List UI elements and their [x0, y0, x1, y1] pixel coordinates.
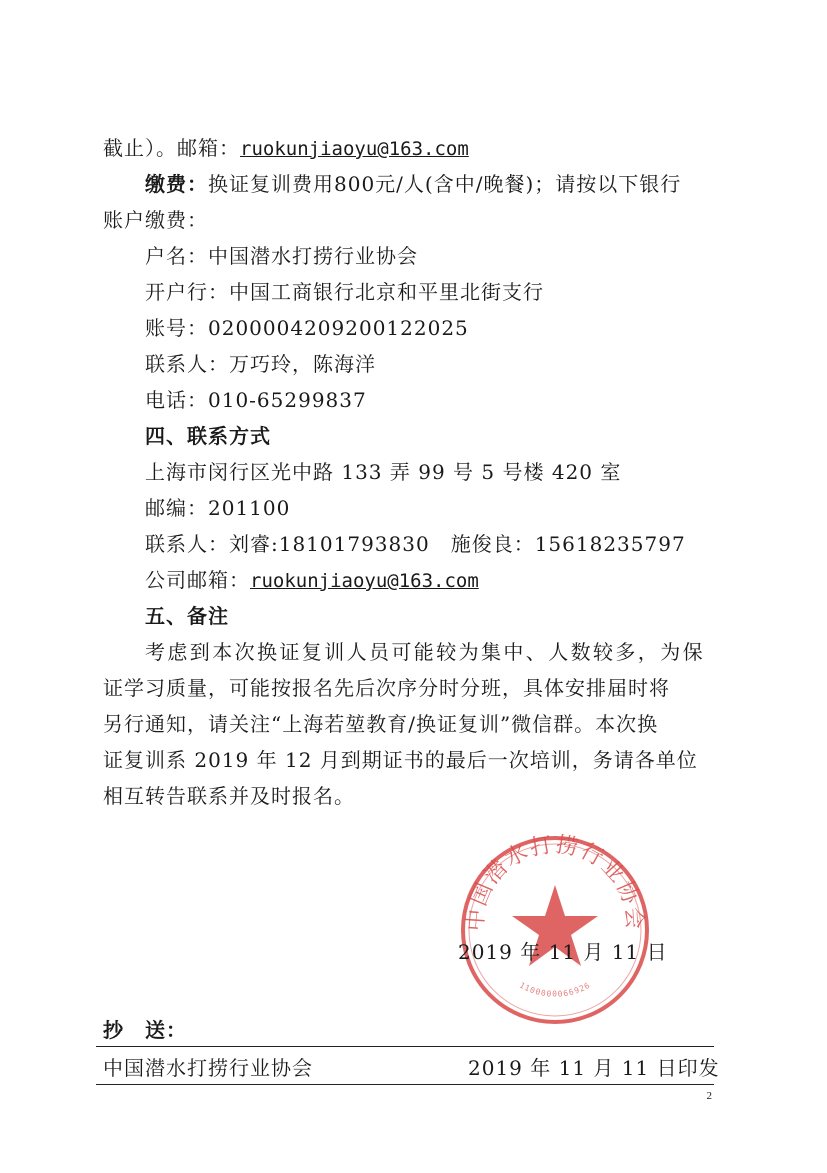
section5-heading: 五、备注 [145, 604, 229, 628]
bank-name: 开户行：中国工商银行北京和平里北街支行 [145, 280, 544, 304]
company-email-line [145, 568, 479, 593]
payment-phone: 电话：010-65299837 [145, 388, 367, 412]
page-number: 2 [706, 1090, 712, 1102]
remark-line-2: 证学习质量，可能按报名先后次序分时分班，具体安排届时将 [103, 676, 670, 700]
official-seal [455, 830, 655, 1030]
account-name: 户名：中国潜水打捞行业协会 [145, 244, 418, 268]
top-line [103, 136, 469, 161]
company-email-link[interactable]: ruokunjiaoyu@163.com [250, 570, 479, 592]
address: 上海市闵行区光中路 133 弄 99 号 5 号楼 420 室 [145, 460, 622, 484]
remark-line-5: 相互转告联系并及时报名。 [103, 784, 355, 808]
payment-contact: 联系人：万巧玲，陈海洋 [145, 352, 376, 376]
payment-text-cont: 账户缴费： [103, 208, 208, 232]
company-email-label: 公司邮箱： [145, 568, 250, 592]
seal-serial: 1100000066926 [517, 980, 593, 999]
top-email-link[interactable]: ruokunjiaoyu@163.com [240, 138, 469, 160]
payment-text: 换证复训费用800元/人(含中/晚餐)；请按以下银行 [208, 172, 682, 196]
footer-rule-top [96, 1046, 714, 1047]
signature-date: 2019 年 11 月 11 日 [458, 940, 668, 964]
remark-line-3: 另行通知，请关注“上海若堃教育/换证复训”微信群。本次换 [103, 712, 659, 736]
footer-rule-bottom [96, 1084, 714, 1085]
cc-label: 抄 送： [103, 1018, 187, 1042]
contacts: 联系人：刘睿:18101793830 施俊良：15618235797 [145, 532, 686, 556]
postcode: 邮编：201100 [145, 496, 291, 520]
footer-print-date: 2019 年 11 月 11 日印发 [468, 1056, 720, 1080]
payment-label: 缴费： [145, 172, 208, 196]
remark-line-4: 证复训系 2019 年 12 月到期证书的最后一次培训，务请各单位 [103, 748, 698, 772]
section4-heading: 四、联系方式 [145, 424, 271, 448]
account-number: 账号：0200004209200122025 [145, 316, 469, 340]
remark-line-1: 考虑到本次换证复训人员可能较为集中、人数较多，为保 [145, 640, 705, 664]
seal-org-text: 中国潜水打捞行业协会 [463, 832, 647, 932]
payment-line [145, 172, 681, 196]
top-fragment: 截止）。邮箱： [103, 136, 240, 160]
footer-org: 中国潜水打捞行业协会 [103, 1056, 313, 1080]
